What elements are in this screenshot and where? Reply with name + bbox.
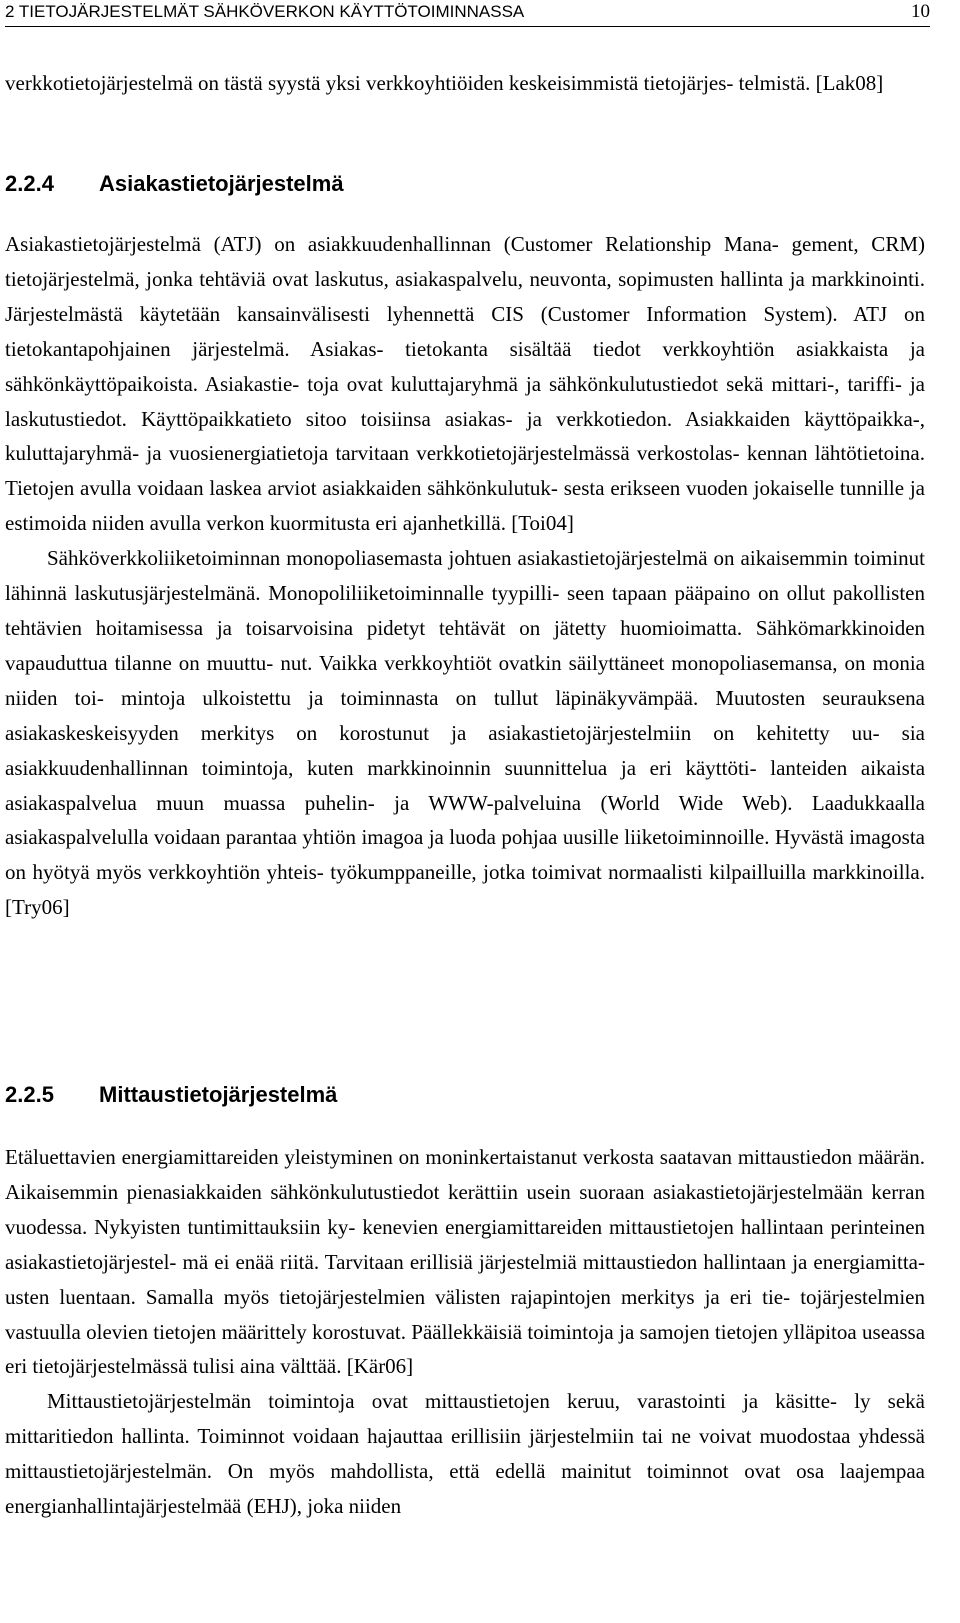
text-line: tojärjestelmien vastuulla olevien tietojen määrittely korostuvat. Päällekkäisiä toimintoja — [5, 1284, 925, 1344]
text-line: ly sekä mittaritiedon hallinta. Toiminnot voidaan hajauttaa erillisiin järjestelmiin tai ne — [5, 1389, 925, 1449]
running-title: 2 TIETOJÄRJESTELMÄT SÄHKÖVERKON KÄYTTÖTOIMINNASSA — [5, 2, 525, 21]
text-line: sia asiakkuudenhallinnan toimintoja, kuten markkinoinnin suunnittelua ja eri käyttöti- — [5, 720, 925, 780]
paragraph — [5, 1140, 925, 1384]
section-number: 2.2.5 — [5, 1082, 54, 1107]
text-line: nut. Vaikka verkkoyhtiöt ovatkin säilyttäneet monopoliasemansa, on monia niiden toi- — [5, 650, 926, 710]
section-2-2-5-body — [5, 1140, 925, 1524]
text-line: lanteiden aikaista asiakaspalvelua muun muassa puhelin- ja WWW-palveluina (World — [5, 755, 926, 815]
text-line: kennan lähtötietoina. Tietojen avulla voidaan laskea arviot asiakkaiden sähkönkulutuk- — [5, 441, 925, 501]
paragraph — [5, 1384, 925, 1524]
text-line: gement, CRM) tietojärjestelmä, jonka tehtäviä ovat laskutus, asiakaspalvelu, neuvonta, — [5, 232, 925, 291]
text-line: sesta erikseen vuoden jokaiselle tunnille ja estimoida niiden avulla verkon kuormitusta — [5, 476, 926, 536]
section-2-2-4-body — [5, 227, 925, 925]
text-line: mainitut toiminnot ovat osa laajempaa energianhallintajärjestelmää (EHJ), joka niiden — [5, 1459, 925, 1519]
text-line: usten luentaan. Samalla myös tietojärjestelmien välisten rajapintojen merkitys ja eri tie- — [5, 1284, 791, 1309]
text-line: Mittaustietojärjestelmän toimintoja ovat mittaustietojen keruu, varastointi ja käsitte- — [47, 1389, 838, 1414]
text-line: tietokanta sisältää tiedot verkkoyhtiön asiakkaista ja sähkönkäyttöpaikoista. Asiakastie- — [5, 336, 925, 396]
text-line: voivat muodostaa yhdessä mittaustietojärjestelmän. On myös mahdollista, että edellä — [5, 1424, 925, 1484]
paragraph — [5, 541, 925, 925]
text-line: työkumppaneille, jotka toimivat normaalisti kilpailluilla markkinoilla. [Try06] — [5, 860, 925, 920]
text-line: ja samojen tietojen ylläpitoa useassa eri tietojärjestelmässä tulisi aina välttää. [Kär06] — [5, 1319, 926, 1379]
page-number: 10 — [911, 1, 930, 22]
section-title: Asiakastietojärjestelmä — [99, 171, 344, 196]
section-heading-2-2-5 — [5, 1080, 337, 1110]
running-header — [5, 0, 930, 27]
text-line: usein suoraan asiakastietojärjestelmään kerran vuodessa. Nykyisten tuntimittauksiin ky- — [5, 1179, 926, 1239]
text-line: asiakaskeskeisyyden merkitys on korostunut ja asiakastietojärjestelmiin on kehitetty uu- — [5, 720, 880, 745]
section-title: Mittaustietojärjestelmä — [99, 1082, 338, 1107]
text-line: pohjaa uusille liiketoiminnoille. Hyvästä imagosta on hyötyä myös verkkoyhtiön yhteis- — [5, 825, 926, 885]
text-line: aikaisemmin toiminut lähinnä laskutusjärjestelmänä. Monopoliliiketoiminnalle tyypilli- — [5, 546, 925, 606]
text-line: eri ajanhetkillä. [Toi04] — [375, 511, 574, 536]
text-line: toja ovat kuluttajaryhmä ja sähkönkulutustiedot sekä mittari-, tariffi- ja laskutustiedot. — [5, 371, 926, 431]
text-line: CIS (Customer Information System). ATJ on tietokantapohjainen järjestelmä. Asiakas- — [5, 301, 926, 361]
text-line: Asiakastietojärjestelmä (ATJ) on asiakkuudenhallinnan (Customer Relationship Mana- — [5, 232, 779, 256]
text-line: kuluttajaryhmä- ja vuosienergiatietoja tarvitaan verkkotietojärjestelmässä verkostolas- — [5, 441, 740, 466]
text-line: Käyttöpaikkatieto sitoo toisiinsa asiakas- ja verkkotiedon. Asiakkaiden käyttöpaikka-, — [141, 406, 926, 431]
text-line: mintoja ulkoistettu ja toiminnasta on tullut läpinäkyvämpää. Muutosten seurauksena — [121, 685, 925, 710]
text-line: mä ei enää riitä. Tarvitaan erillisiä järjestelmiä mittaustiedon hallintaan ja energiamitta- — [182, 1249, 925, 1274]
text-line: kenevien energiamittareiden mittaustietojen hallintaan perinteinen asiakastietojärjestel- — [5, 1214, 926, 1274]
section-heading-2-2-4 — [5, 169, 344, 199]
text-line: telmistä. [Lak08] — [738, 71, 884, 95]
intro-text — [5, 66, 925, 101]
text-line: tehtävät on jätetty huomioimatta. Sähkömarkkinoiden vapauduttua tilanne on muuttu- — [5, 615, 926, 675]
text-line: mittaustiedon määrän. Aikaisemmin pienasiakkaiden sähkönkulutustiedot kerättiin — [5, 1145, 925, 1204]
text-line: Etäluettavien energiamittareiden yleistyminen on moninkertaistanut verkosta saatavan — [5, 1145, 733, 1169]
paragraph — [5, 227, 925, 541]
section-number: 2.2.4 — [5, 171, 54, 196]
text-line: sopimusten hallinta ja markkinointi. Järjestelmästä käytetään kansainvälisesti lyhennettä — [5, 266, 926, 326]
text-line: Sähköverkkoliiketoiminnan monopoliasemasta johtuen asiakastietojärjestelmä on — [47, 546, 735, 571]
text-line: verkkotietojärjestelmä on tästä syystä yksi verkkoyhtiöiden keskeisimmistä tietojärjes- — [5, 71, 734, 95]
intro-paragraph — [5, 66, 925, 101]
text-line: Wide Web). Laadukkaalla asiakaspalvelulla voidaan parantaa yhtiön imagoa ja luoda — [5, 790, 926, 850]
text-line: seen tapaan pääpaino on ollut pakollisten tehtävien hoitamisessa ja toisarvoisina pidetyt — [5, 581, 925, 640]
